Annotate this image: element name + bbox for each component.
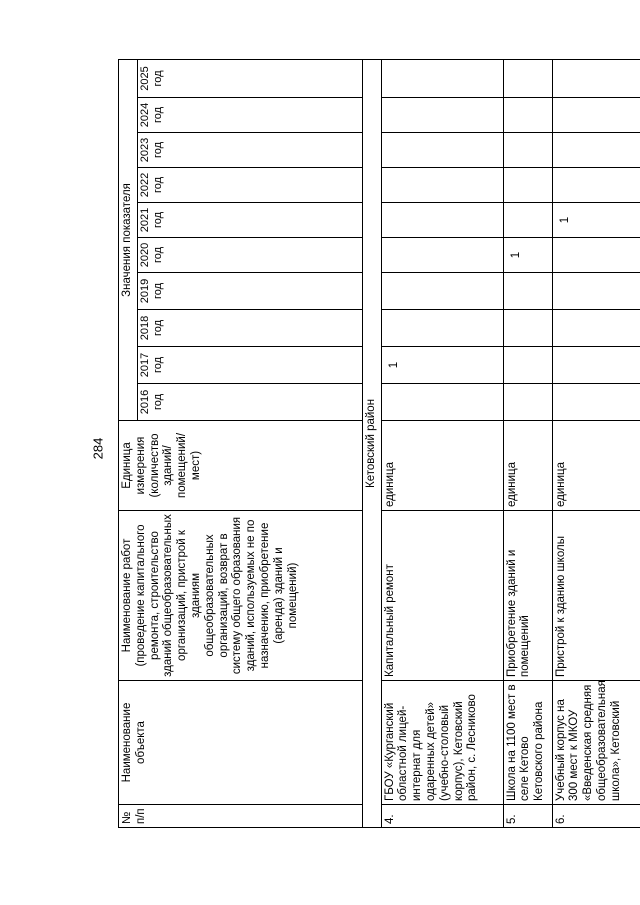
row-work: Приобретение зданий и помещений xyxy=(503,511,552,681)
row-value: 1 xyxy=(381,347,503,384)
row-value xyxy=(503,133,552,168)
row-value xyxy=(381,203,503,238)
row-value xyxy=(381,98,503,133)
row-value xyxy=(503,59,552,97)
indicators-table xyxy=(118,59,640,828)
row-value xyxy=(381,59,503,97)
row-work: Пристрой к зданию школы xyxy=(552,511,640,681)
row-value xyxy=(503,98,552,133)
row-value xyxy=(503,168,552,203)
row-num: 4. xyxy=(381,805,503,828)
table-row xyxy=(503,59,552,827)
row-object: ГБОУ «Курганский областной лицей-интернат для одаренных детей» (учебно-столовый корпус), Кетовский район, с. Лесниково xyxy=(381,681,503,805)
row-unit: единица xyxy=(503,421,552,511)
page-number: 284 xyxy=(90,437,106,460)
header-year: 2021 год xyxy=(137,203,362,238)
table-row xyxy=(381,59,503,827)
row-value xyxy=(503,384,552,421)
header-year: 2024 год xyxy=(137,98,362,133)
row-value xyxy=(381,168,503,203)
row-value xyxy=(381,133,503,168)
row-value xyxy=(503,310,552,347)
header-year: 2016 год xyxy=(137,384,362,421)
row-value xyxy=(552,273,640,310)
header-year: 2017 год xyxy=(137,347,362,384)
table-row xyxy=(552,59,640,827)
header-year: 2025 год xyxy=(137,59,362,97)
header-year: 2020 год xyxy=(137,238,362,273)
region-row xyxy=(362,59,381,827)
row-value xyxy=(503,273,552,310)
header-work: Наименование работ (проведение капитального ремонта, строительство зданий общеобразовательных организаций, пристрой к зданиям общеобразовательных организаций, возврат в систему общего образования зданий, используемых не по назначению, приобретение (аренда) зданий и помещений) xyxy=(119,511,363,681)
row-object: Школа на 1100 мест в селе Кетово Кетовского района xyxy=(503,681,552,805)
row-value xyxy=(552,59,640,97)
row-value xyxy=(552,98,640,133)
header-year: 2022 год xyxy=(137,168,362,203)
header-unit: Единица измерения (количество зданий/ помещений/ мест) xyxy=(119,421,363,511)
header-values-group: Значения показателя xyxy=(119,59,138,420)
region-name: Кетовский район xyxy=(362,59,381,827)
row-value xyxy=(552,310,640,347)
row-value xyxy=(552,133,640,168)
row-unit: единица xyxy=(381,421,503,511)
header-row-1 xyxy=(119,59,138,827)
row-unit: единица xyxy=(552,421,640,511)
row-value xyxy=(552,347,640,384)
row-value xyxy=(503,203,552,238)
header-year: 2023 год xyxy=(137,133,362,168)
rotated-table-container xyxy=(118,60,640,828)
header-year: 2018 год xyxy=(137,310,362,347)
row-value xyxy=(381,238,503,273)
row-value: 1 xyxy=(552,203,640,238)
row-value: 1 xyxy=(503,238,552,273)
row-value xyxy=(552,384,640,421)
row-value xyxy=(381,273,503,310)
row-work: Капитальный ремонт xyxy=(381,511,503,681)
row-value xyxy=(552,168,640,203)
row-value xyxy=(552,238,640,273)
header-object: Наименование объекта xyxy=(119,681,363,805)
row-value xyxy=(503,347,552,384)
row-value xyxy=(381,384,503,421)
header-year: 2019 год xyxy=(137,273,362,310)
row-num: 5. xyxy=(503,805,552,828)
row-value xyxy=(381,310,503,347)
row-num: 6. xyxy=(552,805,640,828)
header-num: № п/п xyxy=(119,805,363,828)
row-object: Учебный корпус на 300 мест к МКОУ «Введенская средняя общеобразовательная школа», Кетовский xyxy=(552,681,640,805)
